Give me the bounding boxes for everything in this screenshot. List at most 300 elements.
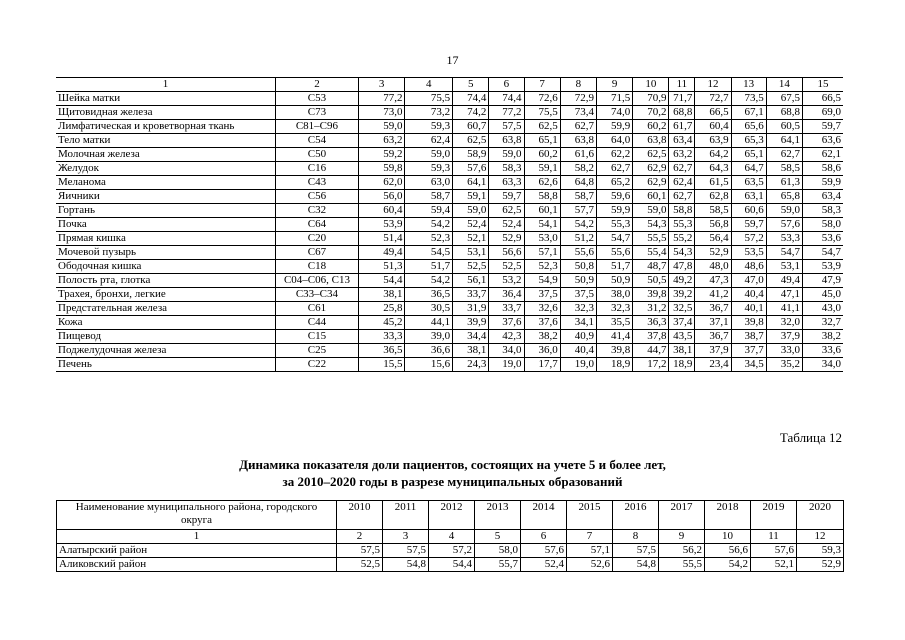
value-cell: 51,3: [358, 260, 405, 274]
value-cell: 39,0: [405, 330, 453, 344]
value-cell: 32,6: [524, 302, 560, 316]
district-name-cell: Аликовский район: [57, 558, 337, 572]
icd-code-cell: С54: [276, 134, 359, 148]
value-cell: 71,7: [669, 92, 695, 106]
value-cell: 57,1: [524, 246, 560, 260]
cancer-survival-table: [56, 77, 843, 372]
value-cell: 31,2: [633, 302, 669, 316]
value-cell: 37,9: [766, 330, 802, 344]
value-cell: 38,1: [358, 288, 405, 302]
icd-code-cell: С56: [276, 190, 359, 204]
value-cell: 36,4: [489, 288, 524, 302]
value-cell: 58,7: [560, 190, 596, 204]
value-cell: 42,3: [489, 330, 524, 344]
value-cell: 54,3: [633, 218, 669, 232]
value-cell: 57,6: [521, 544, 567, 558]
value-cell: 59,3: [797, 544, 844, 558]
year-header-cell: 2012: [429, 501, 475, 530]
icd-code-cell: С18: [276, 260, 359, 274]
value-cell: 63,8: [560, 134, 596, 148]
value-cell: 59,1: [453, 190, 489, 204]
value-cell: 56,6: [489, 246, 524, 260]
value-cell: 44,1: [405, 316, 453, 330]
value-cell: 17,2: [633, 358, 669, 372]
value-cell: 59,2: [358, 148, 405, 162]
localization-name-cell: Меланома: [56, 176, 276, 190]
value-cell: 58,0: [475, 544, 521, 558]
value-cell: 47,0: [731, 274, 766, 288]
value-cell: 55,6: [596, 246, 632, 260]
value-cell: 58,5: [766, 162, 802, 176]
value-cell: 54,2: [405, 274, 453, 288]
value-cell: 57,6: [453, 162, 489, 176]
value-cell: 25,8: [358, 302, 405, 316]
value-cell: 49,2: [669, 274, 695, 288]
value-cell: 48,0: [695, 260, 731, 274]
value-cell: 54,7: [803, 246, 844, 260]
value-cell: 53,6: [803, 232, 844, 246]
value-cell: 37,8: [633, 330, 669, 344]
value-cell: 54,2: [705, 558, 751, 572]
value-cell: 37,4: [669, 316, 695, 330]
value-cell: 54,7: [596, 232, 632, 246]
value-cell: 58,5: [695, 204, 731, 218]
table-row: [56, 260, 843, 274]
value-cell: 32,3: [596, 302, 632, 316]
value-cell: 57,5: [383, 544, 429, 558]
value-cell: 58,9: [453, 148, 489, 162]
value-cell: 64,3: [695, 162, 731, 176]
value-cell: 47,8: [669, 260, 695, 274]
value-cell: 57,6: [751, 544, 797, 558]
value-cell: 52,5: [337, 558, 383, 572]
value-cell: 63,3: [489, 176, 524, 190]
year-header-cell: 2017: [659, 501, 705, 530]
value-cell: 57,5: [489, 120, 524, 134]
table-row: [56, 232, 843, 246]
value-cell: 45,2: [358, 316, 405, 330]
value-cell: 70,2: [633, 106, 669, 120]
value-cell: 62,5: [524, 120, 560, 134]
value-cell: 38,0: [596, 288, 632, 302]
value-cell: 33,7: [489, 302, 524, 316]
value-cell: 54,3: [669, 246, 695, 260]
value-cell: 63,5: [731, 176, 766, 190]
value-cell: 31,9: [453, 302, 489, 316]
value-cell: 34,4: [453, 330, 489, 344]
value-cell: 52,4: [453, 218, 489, 232]
value-cell: 59,0: [633, 204, 669, 218]
localization-name-cell: Пищевод: [56, 330, 276, 344]
value-cell: 52,6: [567, 558, 613, 572]
table-row: [56, 288, 843, 302]
year-header-cell: 2011: [383, 501, 429, 530]
table-row: [57, 544, 844, 558]
value-cell: 68,8: [766, 106, 802, 120]
column-number-cell: 10: [633, 78, 669, 92]
value-cell: 51,7: [405, 260, 453, 274]
table-row: [56, 148, 843, 162]
year-header-cell: 2010: [337, 501, 383, 530]
table-row: [56, 274, 843, 288]
value-cell: 59,8: [358, 162, 405, 176]
value-cell: 52,9: [695, 246, 731, 260]
table-row: [56, 120, 843, 134]
value-cell: 18,9: [669, 358, 695, 372]
value-cell: 34,1: [560, 316, 596, 330]
icd-code-cell: С25: [276, 344, 359, 358]
table-row: [56, 92, 843, 106]
value-cell: 58,3: [489, 162, 524, 176]
value-cell: 62,7: [669, 162, 695, 176]
value-cell: 63,8: [633, 134, 669, 148]
value-cell: 53,1: [453, 246, 489, 260]
column-number-cell: 2: [276, 78, 359, 92]
value-cell: 44,7: [633, 344, 669, 358]
value-cell: 18,9: [596, 358, 632, 372]
value-cell: 52,3: [405, 232, 453, 246]
value-cell: 62,9: [633, 162, 669, 176]
table-row: [56, 218, 843, 232]
value-cell: 35,2: [766, 358, 802, 372]
value-cell: 54,1: [524, 218, 560, 232]
value-cell: 74,4: [453, 92, 489, 106]
value-cell: 59,1: [524, 162, 560, 176]
value-cell: 33,6: [803, 344, 844, 358]
value-cell: 47,3: [695, 274, 731, 288]
icd-code-cell: С44: [276, 316, 359, 330]
value-cell: 19,0: [560, 358, 596, 372]
value-cell: 43,5: [669, 330, 695, 344]
value-cell: 33,0: [766, 344, 802, 358]
value-cell: 54,9: [524, 274, 560, 288]
value-cell: 52,5: [489, 260, 524, 274]
table-row: [56, 106, 843, 120]
value-cell: 37,9: [695, 344, 731, 358]
value-cell: 67,1: [731, 106, 766, 120]
value-cell: 53,9: [358, 218, 405, 232]
value-cell: 59,7: [803, 120, 844, 134]
value-cell: 48,7: [633, 260, 669, 274]
icd-code-cell: С81–С96: [276, 120, 359, 134]
icd-code-cell: С73: [276, 106, 359, 120]
value-cell: 64,0: [596, 134, 632, 148]
column-number-cell: 10: [705, 530, 751, 544]
value-cell: 59,9: [596, 120, 632, 134]
value-cell: 61,7: [669, 120, 695, 134]
value-cell: 64,7: [731, 162, 766, 176]
value-cell: 62,4: [669, 176, 695, 190]
value-cell: 57,5: [337, 544, 383, 558]
year-header-cell: 2020: [797, 501, 844, 530]
value-cell: 55,5: [659, 558, 705, 572]
value-cell: 53,5: [731, 246, 766, 260]
value-cell: 72,7: [695, 92, 731, 106]
value-cell: 62,5: [489, 204, 524, 218]
value-cell: 65,8: [766, 190, 802, 204]
value-cell: 52,1: [453, 232, 489, 246]
value-cell: 58,8: [669, 204, 695, 218]
column-number-cell: 15: [803, 78, 844, 92]
icd-code-cell: С20: [276, 232, 359, 246]
year-header-cell: 2018: [705, 501, 751, 530]
value-cell: 74,4: [489, 92, 524, 106]
value-cell: 53,0: [524, 232, 560, 246]
value-cell: 54,8: [613, 558, 659, 572]
value-cell: 60,1: [524, 204, 560, 218]
value-cell: 54,7: [766, 246, 802, 260]
value-cell: 38,2: [524, 330, 560, 344]
value-cell: 63,4: [803, 190, 844, 204]
value-cell: 55,3: [596, 218, 632, 232]
value-cell: 37,1: [695, 316, 731, 330]
value-cell: 53,3: [766, 232, 802, 246]
column-number-cell: 7: [524, 78, 560, 92]
column-number-cell: 4: [405, 78, 453, 92]
value-cell: 50,9: [560, 274, 596, 288]
value-cell: 61,6: [560, 148, 596, 162]
value-cell: 32,5: [669, 302, 695, 316]
name-header-cell: Наименование муниципального района, городского округа: [57, 501, 337, 530]
localization-name-cell: Мочевой пузырь: [56, 246, 276, 260]
value-cell: 75,5: [405, 92, 453, 106]
value-cell: 32,7: [803, 316, 844, 330]
value-cell: 39,8: [596, 344, 632, 358]
column-number-cell: 6: [521, 530, 567, 544]
localization-name-cell: Кожа: [56, 316, 276, 330]
value-cell: 70,9: [633, 92, 669, 106]
value-cell: 45,0: [803, 288, 844, 302]
value-cell: 58,7: [405, 190, 453, 204]
value-cell: 58,6: [803, 162, 844, 176]
value-cell: 60,1: [633, 190, 669, 204]
value-cell: 62,7: [669, 190, 695, 204]
value-cell: 19,0: [489, 358, 524, 372]
value-cell: 59,0: [453, 204, 489, 218]
value-cell: 56,0: [358, 190, 405, 204]
value-cell: 57,5: [613, 544, 659, 558]
value-cell: 33,3: [358, 330, 405, 344]
column-number-cell: 1: [57, 530, 337, 544]
value-cell: 73,2: [405, 106, 453, 120]
value-cell: 62,5: [633, 148, 669, 162]
column-number-cell: 3: [383, 530, 429, 544]
value-cell: 36,3: [633, 316, 669, 330]
value-cell: 55,6: [560, 246, 596, 260]
value-cell: 34,0: [489, 344, 524, 358]
column-number-cell: 8: [613, 530, 659, 544]
localization-name-cell: Молочная железа: [56, 148, 276, 162]
value-cell: 57,7: [560, 204, 596, 218]
value-cell: 41,1: [766, 302, 802, 316]
value-cell: 65,1: [731, 148, 766, 162]
value-cell: 77,2: [489, 106, 524, 120]
table-title-line-1: Динамика показателя доли пациентов, состоящих на учете 5 и более лет,: [239, 457, 666, 472]
value-cell: 55,5: [633, 232, 669, 246]
value-cell: 49,4: [358, 246, 405, 260]
value-cell: 47,9: [803, 274, 844, 288]
value-cell: 55,2: [669, 232, 695, 246]
value-cell: 63,0: [405, 176, 453, 190]
value-cell: 56,6: [705, 544, 751, 558]
column-number-cell: 13: [731, 78, 766, 92]
value-cell: 59,9: [596, 204, 632, 218]
value-cell: 71,5: [596, 92, 632, 106]
value-cell: 32,3: [560, 302, 596, 316]
value-cell: 73,4: [560, 106, 596, 120]
value-cell: 37,5: [524, 288, 560, 302]
value-cell: 64,2: [695, 148, 731, 162]
value-cell: 72,9: [560, 92, 596, 106]
icd-code-cell: С61: [276, 302, 359, 316]
value-cell: 39,9: [453, 316, 489, 330]
value-cell: 59,0: [358, 120, 405, 134]
column-number-cell: 12: [797, 530, 844, 544]
value-cell: 50,8: [560, 260, 596, 274]
year-header-cell: 2016: [613, 501, 659, 530]
value-cell: 50,5: [633, 274, 669, 288]
value-cell: 54,4: [429, 558, 475, 572]
localization-name-cell: Печень: [56, 358, 276, 372]
value-cell: 59,7: [731, 218, 766, 232]
year-header-cell: 2019: [751, 501, 797, 530]
value-cell: 61,3: [766, 176, 802, 190]
value-cell: 67,5: [766, 92, 802, 106]
value-cell: 37,5: [560, 288, 596, 302]
value-cell: 56,4: [695, 232, 731, 246]
value-cell: 64,1: [453, 176, 489, 190]
table-row: [56, 162, 843, 176]
value-cell: 36,5: [358, 344, 405, 358]
value-cell: 49,4: [766, 274, 802, 288]
table-row: [56, 316, 843, 330]
value-cell: 40,9: [560, 330, 596, 344]
column-number-cell: 8: [560, 78, 596, 92]
value-cell: 60,4: [695, 120, 731, 134]
value-cell: 62,9: [633, 176, 669, 190]
value-cell: 59,3: [405, 120, 453, 134]
value-cell: 56,2: [659, 544, 705, 558]
value-cell: 15,6: [405, 358, 453, 372]
value-cell: 63,6: [803, 134, 844, 148]
localization-name-cell: Трахея, бронхи, легкие: [56, 288, 276, 302]
value-cell: 40,1: [731, 302, 766, 316]
value-cell: 62,8: [695, 190, 731, 204]
localization-name-cell: Гортань: [56, 204, 276, 218]
value-cell: 65,1: [524, 134, 560, 148]
value-cell: 38,1: [669, 344, 695, 358]
value-cell: 53,9: [803, 260, 844, 274]
value-cell: 17,7: [524, 358, 560, 372]
icd-code-cell: С33–С34: [276, 288, 359, 302]
value-cell: 55,3: [669, 218, 695, 232]
value-cell: 34,0: [803, 358, 844, 372]
value-cell: 53,1: [766, 260, 802, 274]
value-cell: 59,3: [405, 162, 453, 176]
value-cell: 64,8: [560, 176, 596, 190]
value-cell: 52,5: [453, 260, 489, 274]
table-row: [56, 176, 843, 190]
value-cell: 60,2: [524, 148, 560, 162]
value-cell: 37,6: [489, 316, 524, 330]
value-cell: 52,1: [751, 558, 797, 572]
value-cell: 61,5: [695, 176, 731, 190]
localization-name-cell: Шейка матки: [56, 92, 276, 106]
table-label: Таблица 12: [779, 430, 842, 445]
value-cell: 15,5: [358, 358, 405, 372]
column-number-cell: 7: [567, 530, 613, 544]
icd-code-cell: С32: [276, 204, 359, 218]
value-cell: 52,9: [797, 558, 844, 572]
value-cell: 59,9: [803, 176, 844, 190]
value-cell: 52,4: [521, 558, 567, 572]
value-cell: 59,6: [596, 190, 632, 204]
value-cell: 39,8: [731, 316, 766, 330]
value-cell: 40,4: [560, 344, 596, 358]
value-cell: 54,2: [560, 218, 596, 232]
value-cell: 54,4: [358, 274, 405, 288]
value-cell: 41,2: [695, 288, 731, 302]
value-cell: 68,8: [669, 106, 695, 120]
value-cell: 60,2: [633, 120, 669, 134]
value-cell: 32,0: [766, 316, 802, 330]
localization-name-cell: Поджелудочная железа: [56, 344, 276, 358]
column-number-cell: 14: [766, 78, 802, 92]
value-cell: 63,9: [695, 134, 731, 148]
localization-name-cell: Лимфатическая и кроветворная ткань: [56, 120, 276, 134]
value-cell: 50,9: [596, 274, 632, 288]
table-row: [56, 134, 843, 148]
table-title-line-2: за 2010–2020 годы в разрезе муниципальных образований: [282, 474, 623, 489]
value-cell: 58,8: [524, 190, 560, 204]
value-cell: 54,5: [405, 246, 453, 260]
value-cell: 59,4: [405, 204, 453, 218]
value-cell: 52,4: [489, 218, 524, 232]
value-cell: 62,0: [358, 176, 405, 190]
year-header-cell: 2013: [475, 501, 521, 530]
value-cell: 30,5: [405, 302, 453, 316]
column-number-cell: 6: [489, 78, 524, 92]
value-cell: 66,5: [803, 92, 844, 106]
value-cell: 73,5: [731, 92, 766, 106]
column-number-cell: 4: [429, 530, 475, 544]
localization-name-cell: Желудок: [56, 162, 276, 176]
value-cell: 62,5: [453, 134, 489, 148]
value-cell: 23,4: [695, 358, 731, 372]
value-cell: 65,2: [596, 176, 632, 190]
localization-name-cell: Тело матки: [56, 134, 276, 148]
value-cell: 74,0: [596, 106, 632, 120]
value-cell: 36,0: [524, 344, 560, 358]
value-cell: 36,7: [695, 330, 731, 344]
column-number-row: [57, 530, 844, 544]
table-row: [56, 330, 843, 344]
value-cell: 60,4: [358, 204, 405, 218]
municipal-table: [56, 500, 844, 572]
value-cell: 58,0: [803, 218, 844, 232]
value-cell: 57,2: [731, 232, 766, 246]
value-cell: 75,5: [524, 106, 560, 120]
value-cell: 62,2: [596, 148, 632, 162]
localization-name-cell: Яичники: [56, 190, 276, 204]
table-header-row: [56, 78, 843, 92]
year-header-cell: 2015: [567, 501, 613, 530]
value-cell: 55,7: [475, 558, 521, 572]
value-cell: 69,0: [803, 106, 844, 120]
localization-name-cell: Ободочная кишка: [56, 260, 276, 274]
localization-name-cell: Щитовидная железа: [56, 106, 276, 120]
value-cell: 54,8: [383, 558, 429, 572]
